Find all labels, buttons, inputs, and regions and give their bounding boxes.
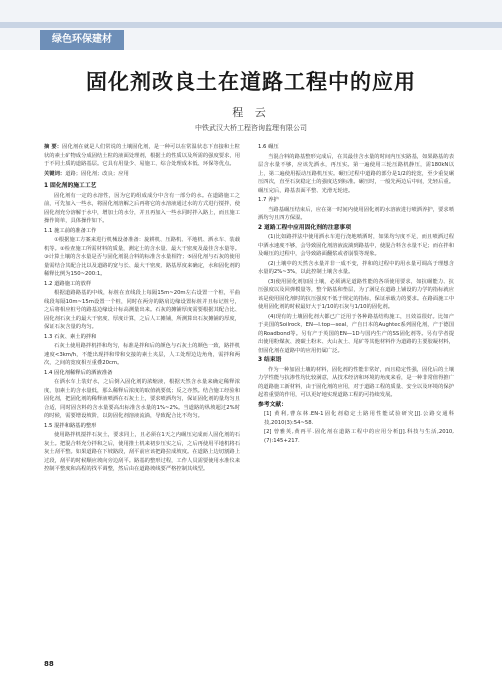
abstract-block [44,143,240,178]
keywords-label: 关键词： [44,170,66,177]
subsection-heading: 1.1 施工前的准备工作 [44,227,97,234]
header-stripe [0,22,502,28]
keywords-paragraph [44,170,240,179]
body-paragraph: 在洒水车上装好水，之后倒入固化剂的浓缩液，根据天然含水量来确定稀释浓度，加素土的含水量低，那么稀释后浓度的取值就要低；反之亦然。结合施工经验和固化剂，把固化剂的稀释液喷洒在石灰土上，要求喷洒均匀，保证固化剂的量均匀且合适，同时固含料的含水量要高出标准含水量的1%~2%。当道路的纵坡超过2%时的时候，需要增设坡阶，以防固化剂溶液流淌，导致配合比不均匀。 [44,379,240,419]
abstract-label: 摘 要： [44,144,63,150]
references-heading: 参考文献： [258,401,287,408]
body-paragraph: 使用路拌机搅拌石灰土，要求同上，且必须在1天之内碾压完成而人固化剂的石灰土。把混合料充分拌和之后，使用推土机来初步压实之后，之后再使用平地机将石灰土刮平整。如果道路在下坡路段，刮平前应该把路拉成坡度。在道路上边切割路上过段，刮平的时候顺应坡向旁边刮平。路基的整形过程，工作人员需要使用水准仪来控制平整度和高程的找平调整，然后由在道路坡线要严格控制其线型。 [44,432,240,472]
body-paragraph: 当路基碾压结束后，应在第一时间内使用固化剂的水溶液进行喷洒养护，要求喷洒均匀且四方保湿。 [258,206,454,221]
reference-item: [2] 曾雅英,黄再平.固化剂在道路工程中的应用分析[J].科技与生活,2010,(7):145+217. [264,429,454,444]
body-paragraph: (3)使用固化剂加固土壤，必须满足道路性能的各项使用要求，如抗碾能力、抗压强度以及回弹模量等，整个路基和垫层，为了满足在道路上铺设的力学的指标就应该是使用固化剂时的抗压强度不低于规定的指标，保证承载力的要求。在路面施工中使用固化剂的时候最好大于1/10的石灰与1/10的固化剂。 [258,278,454,310]
reference-item: [1] 黄利,曹东林.EN-1固化剂稳定土路用性能试验研究[J].公路交通科技,2010(3):54~58. [264,411,454,426]
left-body [44,182,240,474]
section-tag: 绿色环保建材 [40,30,124,50]
body-paragraph: (1)比如路拌法中使用洒水车进行浇地喷洒时，如果均匀度不足，而且喷洒过程中洒水速度不够，会导致固化剂溶液流淌到路基中，使混合料含水量不足；而在拌和及碾压的过程中，会导致路面翻浆或者崩裂等现象。 [258,234,454,257]
section-heading: 2 道路工程中应用固化剂的注意事项 [258,224,352,231]
subsection-heading: 1.3 石灰、素土的拌和 [44,333,97,340]
author-affiliation: 中铁武汉大桥工程咨询监理有限公司 [195,124,307,132]
subsection-heading: 1.5 混拌和路基的整形 [44,422,97,429]
body-paragraph: 固化剂有一定的水溶性，因为它的组成成分中含有一部分的水。在道路施工之前，可先加入一些水，将固化剂溶解之后再将它的水溶液通过水的方式进行搅拌，使固化剂充分溶解于水中，增加土的水分，并且再加入一些水同时拌入路上，而且施工操作简单，具体操作如下。 [44,192,240,224]
body-paragraph: ①根据施工方案来进行机械设备准备：旋耕机、压路机、平地机、洒水车、装载机等。②检查施工所需材料的质量，测定土的含水量、最大干密度及最佳含水量等。③计算土壤的含水量是否与固化剂混合料的标准含水量相符；⑤固化剂与石灰的使用量需结合其配合比以及道路的宽与长、最大干密度、路基厚度来确定，水和固化剂的稀释比例为150~200:1。 [44,237,240,277]
keywords-text: 道路；固化剂；改良；应用 [65,170,129,177]
section-heading: 3 结束语 [258,357,282,363]
body-paragraph: 当混合料的路基整形完成后，在其最佳含水量的时间内压实路基，如果路基的表层含水量不够，应该先洒水，再压实。第一遍使用三轮压路机静压，需180kN以上，第二遍使用振动压路机压实。碾压过程中道路的部分是1/2的轮宽，至少重复碾压四次，直至石灰稳定土的强度达到标准。碾压时，一般先两边后中间，先轻后重。碾压完后，路基表面平整、光滑无轮迹。 [258,153,454,194]
left-column [44,143,240,475]
article-title: 固化剂改良土在道路工程中的应用 [86,69,416,94]
section-heading: 1 固化剂的施工工艺 [44,183,97,189]
body-paragraph: (2)土壤中的天然含水量并非一成不变，拌和的过程中的用水量可调高于理想含水量的2%~3%，以此控制土壤含水量。 [258,260,454,275]
body-paragraph: 根据道路路基的中线，标桩在直线段上每隔15m~20m左右设置一个桩，平曲线段每隔10m~15m设置一个桩，同时在两旁的路肩边缘设置标桩并且标记桩号，之后将相应桩号的路基边缘设计标高测量出来。石灰的摊铺厚度需要根据其配合比、固化剂石灰土的最大干密度、厚度计算，之后人工摊铺，所测算出石灰摊铺的厚度，保证石灰含量的均匀。 [44,290,240,330]
author-name: 程 云 [232,106,270,119]
subsection-heading: 1.7 养护 [258,197,279,203]
right-column [258,143,454,446]
subsection-heading: 1.6 碾压 [258,144,279,150]
body-paragraph: (4)现有的土壤固化剂大都已广泛用于各种路基结构施工，且效益很好。比如产于美国的Soilrock，EN—I.top—seal，产自日本的Aughtec系列固化剂，产于德国的Roadbond等。另有产于英国的EN—1D与国内生产的SS固化剂等。另有学者提出使用粉煤灰、渡碳土粉末、火山灰土、尾矿等其他材料作为道路的主要胶凝材料，但固化剂在道路中的应用仍属广泛。 [258,313,454,354]
subsection-heading: 1.2 道路施工的放样 [44,280,92,287]
abstract-text: 固化剂在就是人们常说的土壤固化剂，是一种可以在常温状态下直接和土粒状的素土矿物成分成固结土粒的液面处理剂，根据土的性质以及所需的强度要求，用于不同土质的道路基层。它具有用量少、易施工、综合处理成本低、环保等优点。 [44,144,240,167]
body-paragraph: 作为一种加固土壤的材料，固化剂的性能非常好，而且稳定性强，固化后的土壤力学性能与抗渗性均比较满意，从技术经济和环境的角度来看，是一种非常值得推广的道路施工新材料，由于固化剂的应用，对于道路工程的质量、安全以及环境的保护起着重要的作用，可以更好地实现道路工程的可持续发展。 [258,366,454,398]
subsection-heading: 1.4 固化剂稀释后的洒液准备 [44,369,113,376]
page-number: 88 [44,660,54,668]
abstract-paragraph [44,143,240,169]
right-body [258,143,454,445]
body-paragraph: 石灰土使用路拌机拌和均匀，标准是拌和后的颜色与石灰土的颜色一致，路拌机速度<3km/h，不能出现拌和带和交接的素土夹层，人工处理边边角角，需拌和两次，之间的宽度相互重叠20cm。 [44,343,240,366]
